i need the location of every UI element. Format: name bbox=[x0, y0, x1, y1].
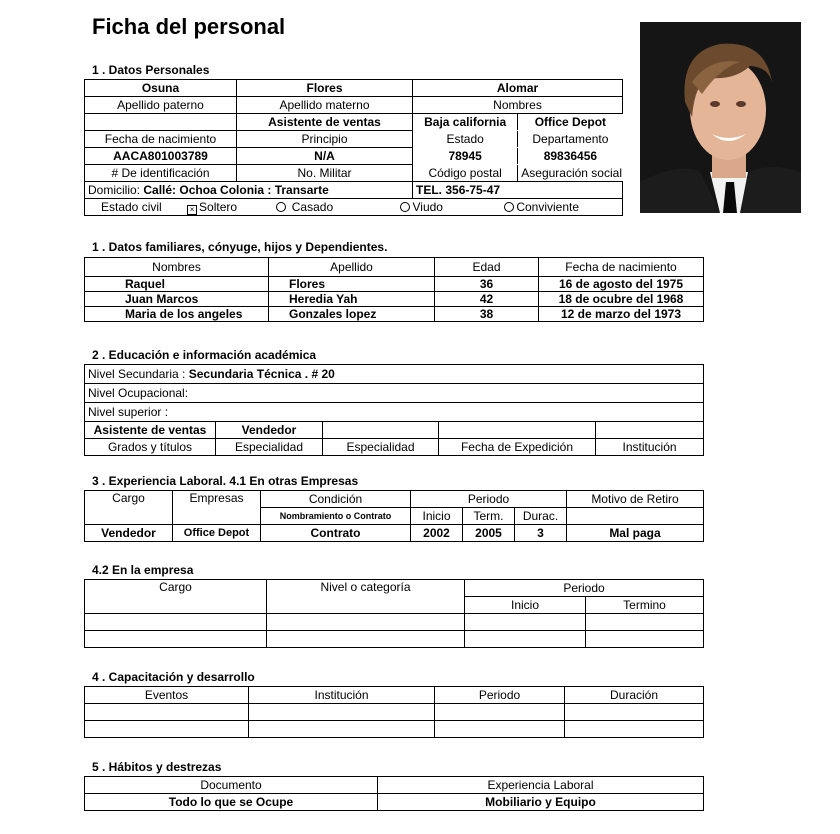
header-fecha-expedicion: Fecha de Expedición bbox=[439, 439, 596, 456]
table-row bbox=[85, 277, 704, 292]
label-seguro: Aseguración social bbox=[521, 165, 622, 180]
checked-box-icon: × bbox=[187, 205, 197, 215]
cell-apellido-materno-value: Flores bbox=[237, 80, 413, 97]
family-fecha: 16 de agosto del 1975 bbox=[539, 277, 704, 292]
table-row bbox=[85, 631, 704, 648]
family-edad: 42 bbox=[435, 292, 539, 307]
cell-empty bbox=[596, 422, 704, 439]
header-apellido: Apellido bbox=[269, 258, 435, 277]
subtable-estado-label bbox=[413, 131, 623, 147]
family-apellido: Heredia Yah bbox=[269, 292, 435, 307]
label-principio: Principio bbox=[237, 131, 413, 148]
table-row bbox=[85, 614, 704, 631]
header-especialidad: Especialidad bbox=[216, 439, 323, 456]
header-durac: Durac. bbox=[515, 508, 567, 525]
radio-icon bbox=[504, 202, 514, 212]
family-nombre: Maria de los angeles bbox=[85, 307, 269, 322]
family-apellido: Flores bbox=[269, 277, 435, 292]
label-codigo-postal: Código postal bbox=[413, 165, 518, 181]
header-institucion-cap: Institución bbox=[249, 687, 435, 704]
header-term: Term. bbox=[463, 508, 515, 525]
label-apellido-paterno: Apellido paterno bbox=[85, 97, 237, 114]
experience-table bbox=[84, 490, 704, 542]
option-soltero[interactable]: × Soltero bbox=[187, 200, 237, 214]
grado-value: Asistente de ventas bbox=[85, 422, 216, 439]
header-nombres: Nombres bbox=[85, 258, 269, 277]
option-viudo[interactable]: Viudo bbox=[400, 200, 442, 214]
cell-telefono: TEL. 356-75-47 bbox=[413, 182, 623, 199]
row-ocupacional: Nivel Ocupacional: bbox=[85, 384, 704, 403]
header-documento: Documento bbox=[85, 777, 378, 794]
subtable-cp-label bbox=[413, 165, 623, 181]
table-row bbox=[85, 721, 704, 738]
cell-empty bbox=[567, 508, 704, 525]
exp-inicio: 2002 bbox=[411, 525, 463, 542]
label-estado-civil: Estado civil bbox=[101, 199, 162, 214]
cell-codigo-postal-value: 78945 bbox=[413, 148, 518, 164]
row-secundaria bbox=[85, 365, 704, 384]
header-periodo-cap: Periodo bbox=[435, 687, 565, 704]
radio-icon bbox=[276, 202, 286, 212]
header-edad: Edad bbox=[435, 258, 539, 277]
especialidad-value: Vendedor bbox=[216, 422, 323, 439]
cell-split bbox=[413, 114, 623, 131]
header-nivel: Nivel o categoría bbox=[267, 580, 465, 614]
table-row bbox=[85, 704, 704, 721]
table-row bbox=[85, 292, 704, 307]
cell-empty bbox=[323, 422, 439, 439]
cell-domicilio bbox=[85, 182, 413, 199]
section-heading-company: 4.2 En la empresa bbox=[92, 563, 194, 577]
section-heading-experience: 3 . Experiencia Laboral. 4.1 En otras Empresas bbox=[92, 474, 359, 488]
label-nombres: Nombres bbox=[413, 97, 623, 114]
exp-empresa: Office Depot bbox=[173, 525, 261, 542]
section-heading-habits: 5 . Hábitos y destrezas bbox=[92, 760, 222, 774]
habits-table bbox=[84, 776, 704, 811]
header-inicio: Inicio bbox=[411, 508, 463, 525]
label-domicilio: Domicilio: bbox=[88, 183, 141, 197]
cell-seguro-value: 89836456 bbox=[543, 149, 598, 163]
exp-term: 2005 bbox=[463, 525, 515, 542]
experiencia-value: Mobiliario y Equipo bbox=[378, 794, 704, 811]
header-periodo: Periodo bbox=[411, 491, 567, 508]
subtable-cp bbox=[413, 148, 623, 164]
header-termino: Termino bbox=[586, 597, 704, 614]
estado-civil-row bbox=[85, 199, 623, 216]
family-table bbox=[84, 257, 704, 322]
section-heading-family: 1 . Datos familiares, cónyuge, hijos y Dependientes. bbox=[92, 240, 388, 254]
family-fecha: 18 de ocubre del 1968 bbox=[539, 292, 704, 307]
education-table bbox=[84, 364, 704, 456]
cell-departamento-value: Office Depot bbox=[534, 115, 607, 130]
company-table bbox=[84, 579, 704, 648]
radio-icon bbox=[400, 202, 410, 212]
cell-puesto-value: Asistente de ventas bbox=[237, 114, 413, 131]
section-heading-personal: 1 . Datos Personales bbox=[92, 63, 210, 77]
exp-cargo: Vendedor bbox=[85, 525, 173, 542]
cell-apellido-paterno-value: Osuna bbox=[85, 80, 237, 97]
documento-value: Todo lo que se Ocupe bbox=[85, 794, 378, 811]
header-grados: Grados y títulos bbox=[85, 439, 216, 456]
option-conviviente[interactable]: Conviviente bbox=[504, 200, 579, 214]
label-estado: Estado bbox=[413, 131, 518, 147]
cell-estado-value: Baja california bbox=[413, 114, 518, 130]
subtable-estado bbox=[413, 114, 623, 130]
header-especialidad-2: Especialidad bbox=[323, 439, 439, 456]
header-condicion: Condición bbox=[261, 491, 411, 508]
label-fecha-nacimiento: Fecha de nacimiento bbox=[85, 131, 237, 148]
label-departamento: Departamento bbox=[532, 132, 609, 146]
row-superior: Nivel superior : bbox=[85, 403, 704, 422]
exp-durac: 3 bbox=[515, 525, 567, 542]
family-edad: 38 bbox=[435, 307, 539, 322]
header-inicio-empresa: Inicio bbox=[465, 597, 586, 614]
cell-split bbox=[413, 165, 623, 182]
cell-nombres-value: Alomar bbox=[413, 80, 623, 97]
header-duracion: Duración bbox=[565, 687, 704, 704]
family-nombre: Raquel bbox=[85, 277, 269, 292]
label-militar: No. Militar bbox=[237, 165, 413, 182]
table-row bbox=[85, 525, 704, 542]
cell-split bbox=[413, 148, 623, 165]
table-row bbox=[85, 307, 704, 322]
section-heading-training: 4 . Capacitación y desarrollo bbox=[92, 670, 255, 684]
secundaria-value: Secundaria Técnica . # 20 bbox=[188, 367, 335, 381]
header-experiencia: Experiencia Laboral bbox=[378, 777, 704, 794]
header-nombramiento: Nombramiento o Contrato bbox=[261, 508, 411, 525]
exp-motivo: Mal paga bbox=[567, 525, 704, 542]
cell-empty bbox=[439, 422, 596, 439]
family-apellido: Gonzales lopez bbox=[269, 307, 435, 322]
header-motivo: Motivo de Retiro bbox=[567, 491, 704, 508]
header-eventos: Eventos bbox=[85, 687, 249, 704]
label-secundaria: Nivel Secundaria : bbox=[88, 367, 186, 381]
page-title: Ficha del personal bbox=[92, 14, 286, 39]
cell-militar-value: N/A bbox=[237, 148, 413, 165]
option-casado[interactable]: Casado bbox=[276, 200, 333, 214]
header-periodo-empresa: Periodo bbox=[465, 580, 704, 597]
portrait-image bbox=[640, 22, 801, 213]
cell-identificacion-value: AACA801003789 bbox=[85, 148, 237, 165]
label-apellido-materno: Apellido materno bbox=[237, 97, 413, 114]
personal-data-table bbox=[84, 79, 623, 216]
header-cargo: Cargo bbox=[85, 491, 173, 525]
family-edad: 36 bbox=[435, 277, 539, 292]
label-identificacion: # De identificación bbox=[85, 165, 237, 182]
exp-condicion: Contrato bbox=[261, 525, 411, 542]
cell-empty bbox=[85, 114, 237, 131]
family-fecha: 12 de marzo del 1973 bbox=[539, 307, 704, 322]
section-heading-education: 2 . Educación e información académica bbox=[92, 348, 317, 362]
domicilio-value: Callé: Ochoa Colonia : Transarte bbox=[143, 183, 329, 197]
header-institucion: Institución bbox=[596, 439, 704, 456]
header-fecha-nacimiento: Fecha de nacimiento bbox=[539, 258, 704, 277]
cell-split bbox=[413, 131, 623, 148]
header-empresas: Empresas bbox=[173, 491, 261, 525]
header-cargo-empresa: Cargo bbox=[85, 580, 267, 614]
employee-photo bbox=[640, 22, 801, 213]
training-table bbox=[84, 686, 704, 738]
family-nombre: Juan Marcos bbox=[85, 292, 269, 307]
